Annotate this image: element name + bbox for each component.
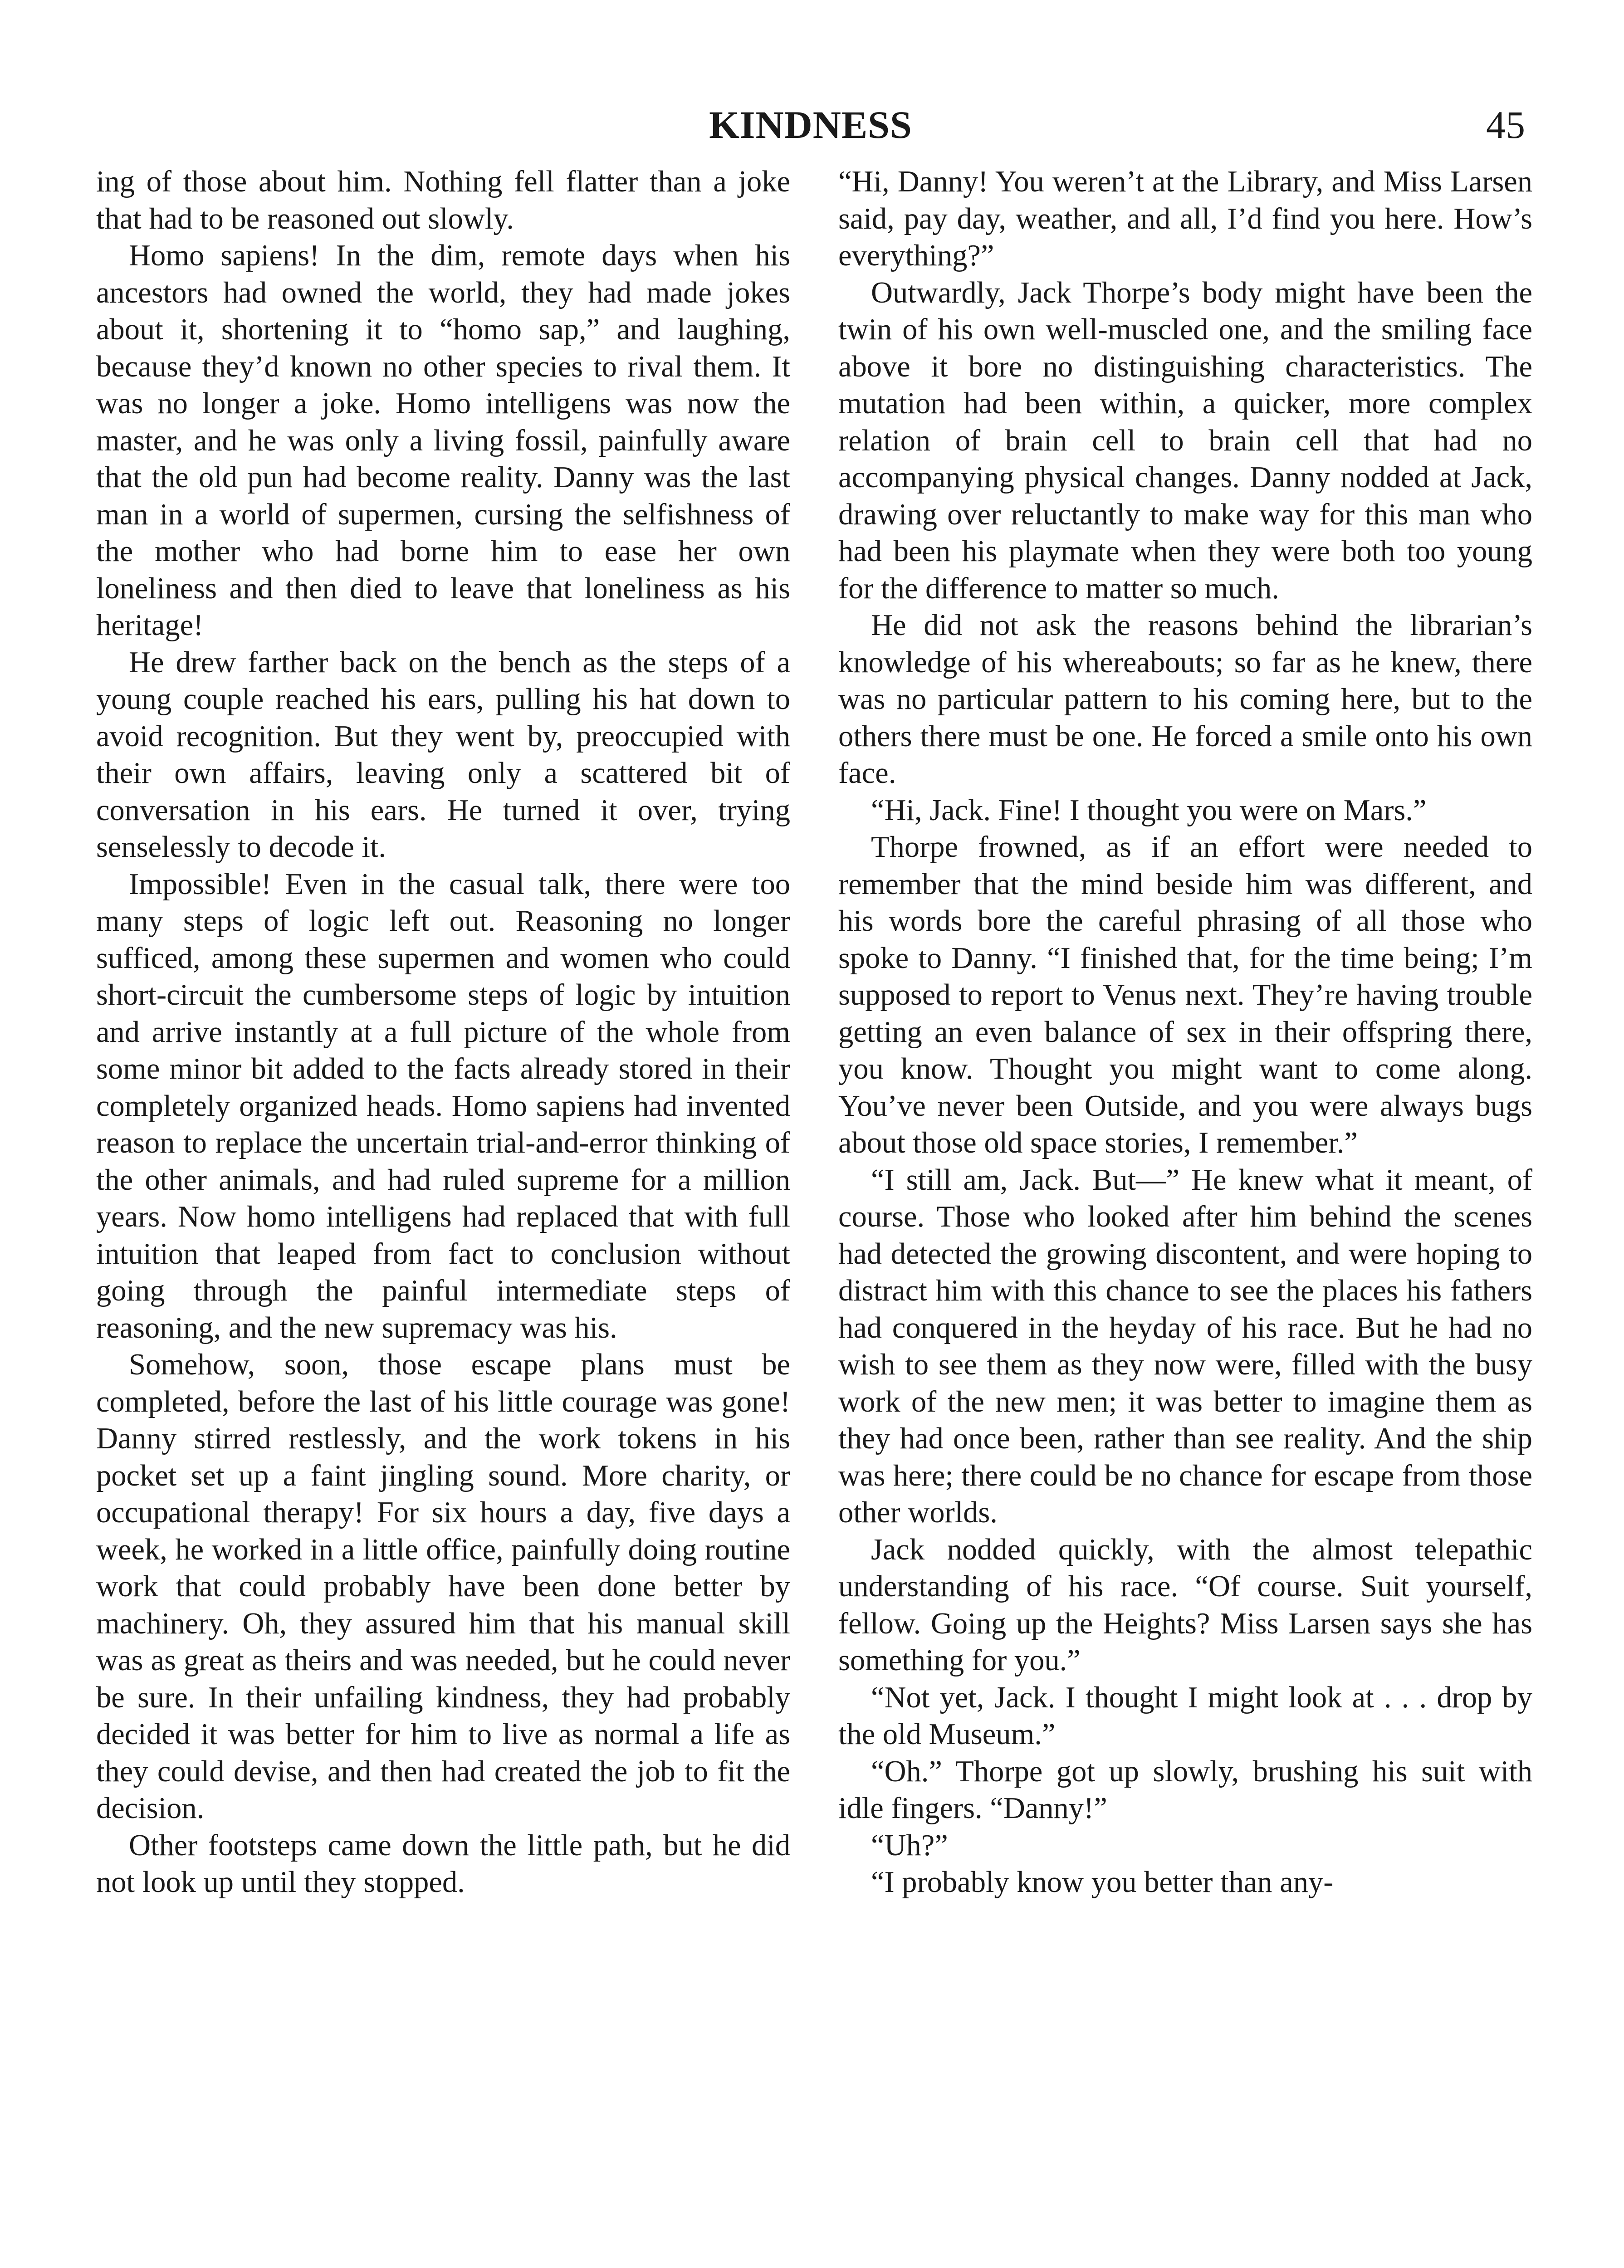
paragraph: Homo sapiens! In the dim, remote days when his ancestors had owned the world, they had made jokes about it, shortening it to “homo sap,” and laughing, because they’d known no other species to rival them. It was no longer a joke. Homo intelligens was now the master, and he was only a living fossil, painfully aware that the old pun had become reality. Danny was the last man in a world of supermen, cursing the selfishness of the mother who had borne him to ease her own loneliness and then died to leave that loneliness as his heritage! [96, 239, 790, 642]
paragraph: “Hi, Jack. Fine! I thought you were on Mars.” [871, 793, 1427, 827]
paragraph: Thorpe frowned, as if an effort were needed to remember that the mind beside him was different, and his words bore the careful phrasing of all those who spoke to Danny. “I finished that, for the time being; I’m supposed to report to Venus next. They’re having trouble getting an even balance of sex in their offspring there, you know. Thought you might want to come along. You’ve never been Outside, and you were always bugs about those old space stories, I remember.” [838, 831, 1532, 1159]
paragraph: “Oh.” Thorpe got up slowly, brushing his suit with idle fingers. “Danny!” [838, 1755, 1532, 1825]
page-header [96, 100, 1525, 150]
page-number: 45 [1486, 103, 1525, 147]
paragraph: “Hi, Danny! You weren’t at the Library, and Miss Larsen said, pay day, weather, and all, I’d find you here. How’s everything?” [838, 165, 1532, 272]
paragraph: Impossible! Even in the casual talk, there were too many steps of logic left out. Reasoning no longer sufficed, among these supermen and women who could short-circuit the cumbersome steps of logic by intuition and arrive instantly at a full picture of the whole from some minor bit added to the facts already stored in their completely organized heads. Homo sapiens had invented reason to replace the uncertain trial-and-error thinking of the other animals, and had ruled supreme for a million years. Now homo intelligens had replaced that with full intuition that leaped from fact to conclusion without going through the painful intermediate steps of reasoning, and the new supremacy was his. [96, 867, 790, 1344]
paragraph: He did not ask the reasons behind the librarian’s knowledge of his whereabouts; so far as he knew, there was no particular pattern to his coming here, but to the others there must be one. He forced a smile onto his own face. [838, 609, 1532, 790]
paragraph: ing of those about him. Nothing fell flatter than a joke that had to be reasoned out slowly. [96, 165, 790, 235]
paragraph: “Uh?” [871, 1828, 948, 1862]
paragraph: Jack nodded quickly, with the almost telepathic understanding of his race. “Of course. Suit yourself, fellow. Going up the Heights? Miss Larsen says she has something for you.” [838, 1533, 1532, 1677]
paragraph: “I probably know you better than any- [871, 1866, 1334, 1899]
paragraph: Other footsteps came down the little path, but he did not look up until they stopped. [96, 1828, 790, 1899]
paragraph: “Not yet, Jack. I thought I might look at . . . drop by the old Museum.” [838, 1681, 1532, 1751]
paragraph: Somehow, soon, those escape plans must be completed, before the last of his little courage was gone! Danny stirred restlessly, and the work tokens in his pocket set up a faint jingling sound. More charity, or occupational therapy! For six hours a day, five days a week, he worked in a little office, painfully doing routine work that could probably have been done better by machinery. Oh, they assured him that his manual skill was as great as theirs and was needed, but he could never be sure. In their unfailing kindness, they had probably decided it was better for him to live as normal a life as they could devise, and then had created the job to fit the decision. [96, 1348, 790, 1825]
paragraph: He drew farther back on the bench as the steps of a young couple reached his ears, pulling his hat down to avoid recognition. But they went by, preoccupied with their own affairs, leaving only a scattered bit of conversation in his ears. He turned it over, trying senselessly to decode it. [96, 645, 790, 864]
paragraph: “I still am, Jack. But—” He knew what it meant, of course. Those who looked after him behind the scenes had detected the growing discontent, and were hoping to distract him with this chance to see the places his fathers had conquered in the heyday of his race. But he had no wish to see them as they now were, filled with the busy work of the new men; it was better to imagine them as they had once been, rather than see reality. And the ship was here; there could be no chance for escape from those other worlds. [838, 1163, 1532, 1529]
right-column [838, 163, 1532, 1901]
left-column [96, 163, 790, 1901]
paragraph: Outwardly, Jack Thorpe’s body might have been the twin of his own well-muscled one, and the smiling face above it bore no distinguishing characteristics. The mutation had been within, a quicker, more complex relation of brain cell to brain cell that had no accompanying physical changes. Danny nodded at Jack, drawing over reluctantly to make way for this man who had been his playmate when they were both too young for the difference to matter so much. [838, 276, 1532, 605]
running-title: KINDNESS [709, 103, 912, 147]
